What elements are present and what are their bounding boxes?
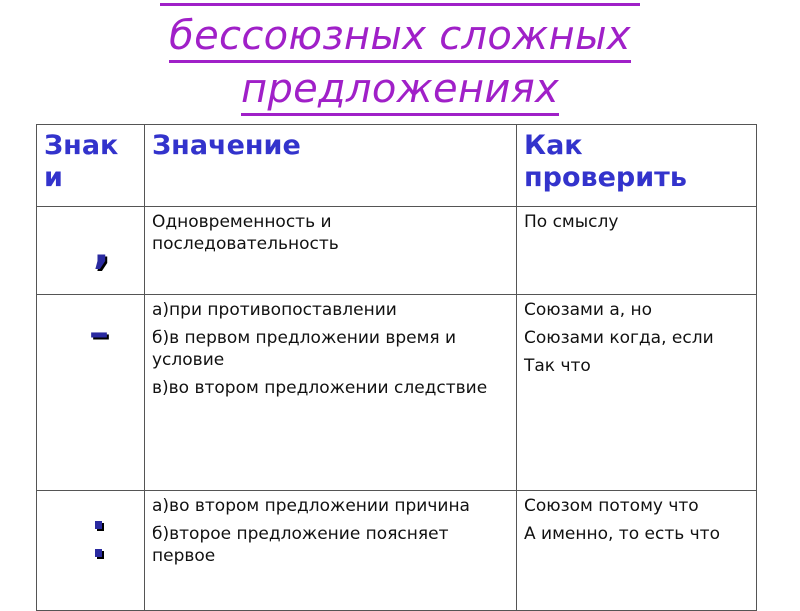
title-line-2: предложениях (0, 65, 800, 113)
header-check-label: Как проверить (524, 130, 687, 193)
check-cell (517, 491, 757, 611)
check-text: Так что (524, 356, 591, 376)
check-text: Союзами а, но (524, 300, 653, 320)
sign-cell-comma (37, 207, 145, 295)
table-row (37, 207, 757, 295)
header-check (517, 125, 757, 207)
check-text: По смыслу (524, 212, 619, 232)
table-header-row (37, 125, 757, 207)
check-cell (517, 207, 757, 295)
check-text: А именно, то есть что (524, 524, 720, 544)
header-meaning-label: Значение (152, 130, 301, 161)
meaning-text: в)во втором предложении следствие (152, 378, 488, 398)
meaning-cell (145, 207, 517, 295)
colon-dot-bottom (95, 549, 102, 557)
sign-cell-dash (37, 295, 145, 491)
meaning-text: а)во втором предложении причина (152, 496, 470, 516)
header-meaning (145, 125, 517, 207)
meaning-text: а)при противопоставлении (152, 300, 397, 320)
meaning-cell (145, 295, 517, 491)
sign-cell-colon (37, 491, 145, 611)
punctuation-rules-table (36, 124, 757, 611)
check-text: Союзом потому что (524, 496, 699, 516)
comma-sign: , (93, 223, 110, 274)
meaning-text: б)второе предложение поясняет первое (152, 524, 449, 566)
header-sign (37, 125, 145, 207)
check-text: Союзами когда, если (524, 328, 714, 348)
check-cell (517, 295, 757, 491)
colon-dot-top (95, 521, 102, 529)
meaning-text: б)в первом предложении время и условие (152, 328, 457, 370)
meaning-cell (145, 491, 517, 611)
table-row (37, 491, 757, 611)
dash-sign: – (89, 310, 109, 356)
slide-title (0, 0, 800, 120)
meaning-text: Одновременность и последовательность (152, 212, 339, 254)
header-sign-label: Знак и (44, 130, 119, 193)
title-line-1: бессоюзных сложных (0, 12, 800, 60)
table-row (37, 295, 757, 491)
